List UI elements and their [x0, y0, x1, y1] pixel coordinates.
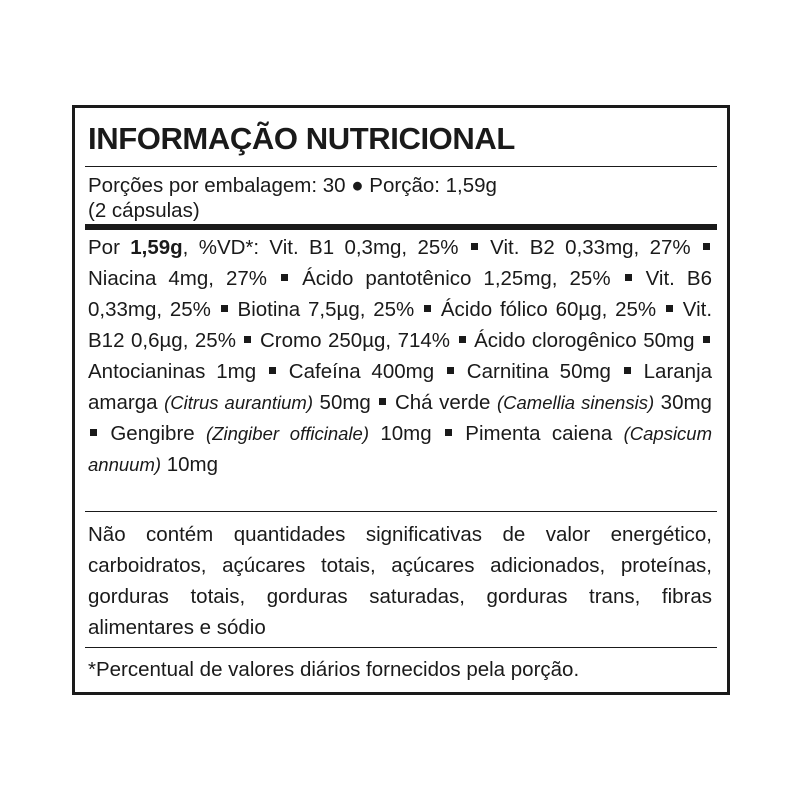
bullet-square-icon — [447, 367, 454, 374]
per-amount: 1,59g — [130, 236, 183, 259]
servings-per-package: Porções por embalagem: 30 ● Porção: 1,59g — [88, 174, 497, 197]
nutrient-item: Biotina 7,5µg, 25% — [237, 298, 415, 321]
composition-text — [88, 232, 712, 480]
bullet-square-icon — [703, 243, 710, 250]
per-suffix: , %VD*: Vit. B1 0,3mg, 25% — [182, 236, 469, 259]
nutrient-amount: 30mg — [660, 391, 712, 414]
nutrient-amount: 10mg — [380, 422, 432, 445]
nutrient-item: Vit. B6 0,33mg, 25% — [88, 267, 712, 321]
nutrient-item: Vit. B2 0,33mg, 27% — [490, 236, 691, 259]
nutrient-item: Gengibre — [110, 422, 195, 445]
per-prefix: Por — [88, 236, 131, 259]
bullet-square-icon — [445, 429, 452, 436]
nutrient-item: Laranja amarga — [88, 360, 713, 414]
bullet-square-icon — [624, 367, 631, 374]
nutrient-item: Cromo 250µg, 714% — [259, 329, 451, 352]
footnote: *Percentual de valores diários fornecidos pela porção. — [88, 658, 580, 681]
nutrient-item: Vit. B12 0,6µg, 25% — [88, 298, 713, 352]
nutrient-item: Ácido fólico 60µg, 25% — [440, 298, 657, 321]
serving-size-capsules: (2 cápsulas) — [88, 199, 200, 222]
nutrient-item: Ácido pantotênico 1,25mg, 25% — [302, 267, 611, 290]
bullet-square-icon — [90, 429, 97, 436]
nutrient-item: Pimenta caiena — [465, 422, 613, 445]
bullet-square-icon — [244, 336, 251, 343]
nutrient-amount: 50mg — [319, 391, 371, 414]
bullet-square-icon — [281, 274, 288, 281]
nutrient-item: Chá verde — [394, 391, 491, 414]
scientific-name: (Capsicum annuum) — [88, 423, 713, 475]
notes-divider — [85, 511, 717, 512]
scientific-name: (Citrus aurantium) — [164, 392, 313, 413]
footnote-divider — [85, 647, 717, 648]
bullet-square-icon — [666, 305, 673, 312]
nutrient-item: Antocianinas 1mg — [88, 360, 257, 383]
bullet-square-icon — [269, 367, 276, 374]
scientific-name: (Camellia sinensis) — [496, 392, 655, 413]
panel-title: INFORMAÇÃO NUTRICIONAL — [88, 121, 515, 156]
nutrient-item: Carnitina 50mg — [466, 360, 611, 383]
nutrient-amount: 10mg — [166, 453, 218, 476]
nutrient-item: Ácido clorogênico 50mg — [474, 329, 695, 352]
bullet-square-icon — [625, 274, 632, 281]
title-divider — [85, 166, 717, 167]
scientific-name: (Zingiber officinale) — [206, 423, 369, 444]
nutrient-item: Cafeína 400mg — [288, 360, 435, 383]
bullet-square-icon — [459, 336, 466, 343]
nutrition-facts-panel — [72, 105, 730, 695]
thick-divider — [85, 224, 717, 230]
bullet-square-icon — [221, 305, 228, 312]
bullet-square-icon — [424, 305, 431, 312]
servings-info — [88, 173, 708, 223]
bullet-square-icon — [379, 398, 386, 405]
not-significant-statement: Não contém quantidades significativas de valor energético, carboidratos, açúcares totais, açúcares adicionados, proteínas, gorduras totais, gorduras saturadas, gorduras trans, fibras alimentares e sódio — [88, 523, 712, 639]
bullet-square-icon — [471, 243, 478, 250]
bullet-square-icon — [703, 336, 710, 343]
nutrient-item: Niacina 4mg, 27% — [88, 267, 268, 290]
